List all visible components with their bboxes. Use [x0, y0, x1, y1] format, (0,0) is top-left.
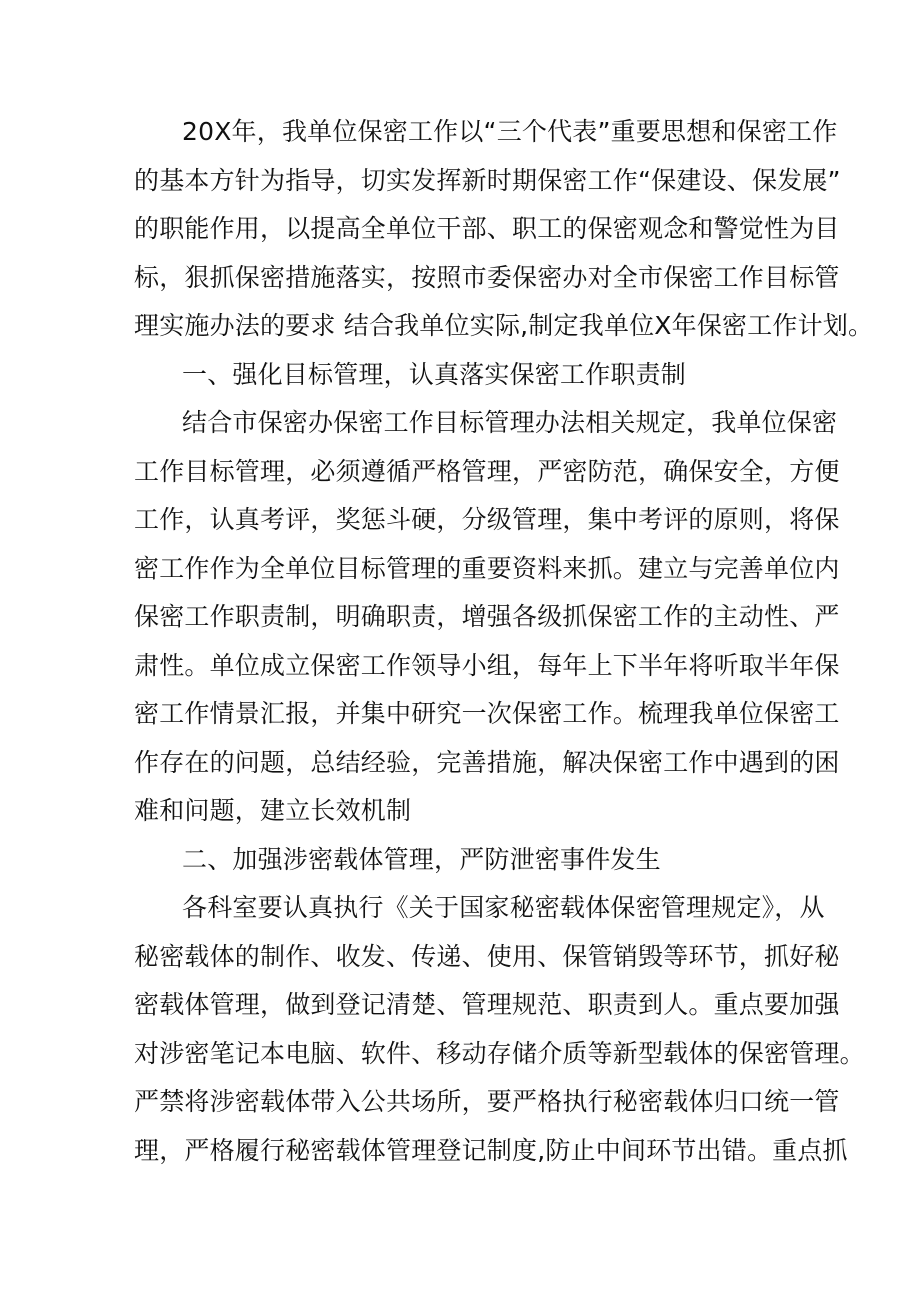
- paragraph-carrier-management-line: 对涉密笔记本电脑、软件、移动存储介质等新型载体的保密管理。: [134, 1038, 865, 1068]
- paragraph-target-management-line: 结合市保密办保密工作目标管理办法相关规定，我单位保密: [182, 408, 838, 437]
- paragraph-carrier-management-line: 密载体管理，做到登记清楚、管理规范、职责到人。重点要加强: [134, 990, 840, 1019]
- paragraph-target-management-line: 肃性。单位成立保密工作领导小组，每年上下半年将听取半年保: [134, 650, 840, 680]
- document-body: [134, 108, 874, 1175]
- paragraph-target-management-line: 工作，认真考评，奖惩斗硬，分级管理，集中考评的原则，将保: [134, 505, 840, 534]
- paragraph-intro-line: 的基本方针为指导，切实发挥新时期保密工作“保建设、保发展”: [134, 165, 841, 195]
- paragraph-target-management-line: 密工作作为全单位目标管理的重要资料来抓。建立与完善单位内: [134, 553, 840, 583]
- paragraph-target-management-line: 难和问题，建立长效机制: [134, 796, 412, 825]
- paragraph-target-management-line: 工作目标管理，必须遵循严格管理，严密防范，确保安全，方便: [134, 456, 840, 486]
- paragraph-intro-line: 的职能作用，以提高全单位干部、职工的保密观念和警觉性为目: [134, 214, 840, 243]
- paragraph-intro-line: 20X年，我单位保密工作以“三个代表”重要思想和保密工作: [182, 117, 838, 146]
- paragraph-target-management-line: 保密工作职责制，明确职责，增强各级抓保密工作的主动性、严: [134, 602, 840, 631]
- section-heading-1: 一、强化目标管理，认真落实保密工作职责制: [182, 359, 687, 389]
- paragraph-carrier-management-line: 理，严格履行秘密载体管理登记制度,防止中间环节出错。重点抓: [134, 1135, 848, 1165]
- paragraph-target-management-line: 作存在的问题，总结经验，完善措施，解决保密工作中遇到的困: [134, 747, 840, 777]
- paragraph-carrier-management-line: 严禁将涉密载体带入公共场所，要严格执行秘密载体归口统一管: [134, 1087, 840, 1116]
- paragraph-target-management-line: 密工作情景汇报，并集中研究一次保密工作。梳理我单位保密工: [134, 699, 840, 728]
- paragraph-intro-line: 理实施办法的要求 结合我单位实际,制定我单位X年保密工作计划。: [134, 311, 874, 340]
- paragraph-carrier-management-line: 各科室要认真执行《关于国家秘密载体保密管理规定》，从: [182, 893, 825, 922]
- paragraph-carrier-management-line: 秘密载体的制作、收发、传递、使用、保管销毁等环节，抓好秘: [134, 941, 840, 971]
- paragraph-intro-line: 标，狠抓保密措施落实，按照市委保密办对全市保密工作目标管: [134, 262, 840, 292]
- section-heading-2: 二、加强涉密载体管理，严防泄密事件发生: [182, 844, 661, 874]
